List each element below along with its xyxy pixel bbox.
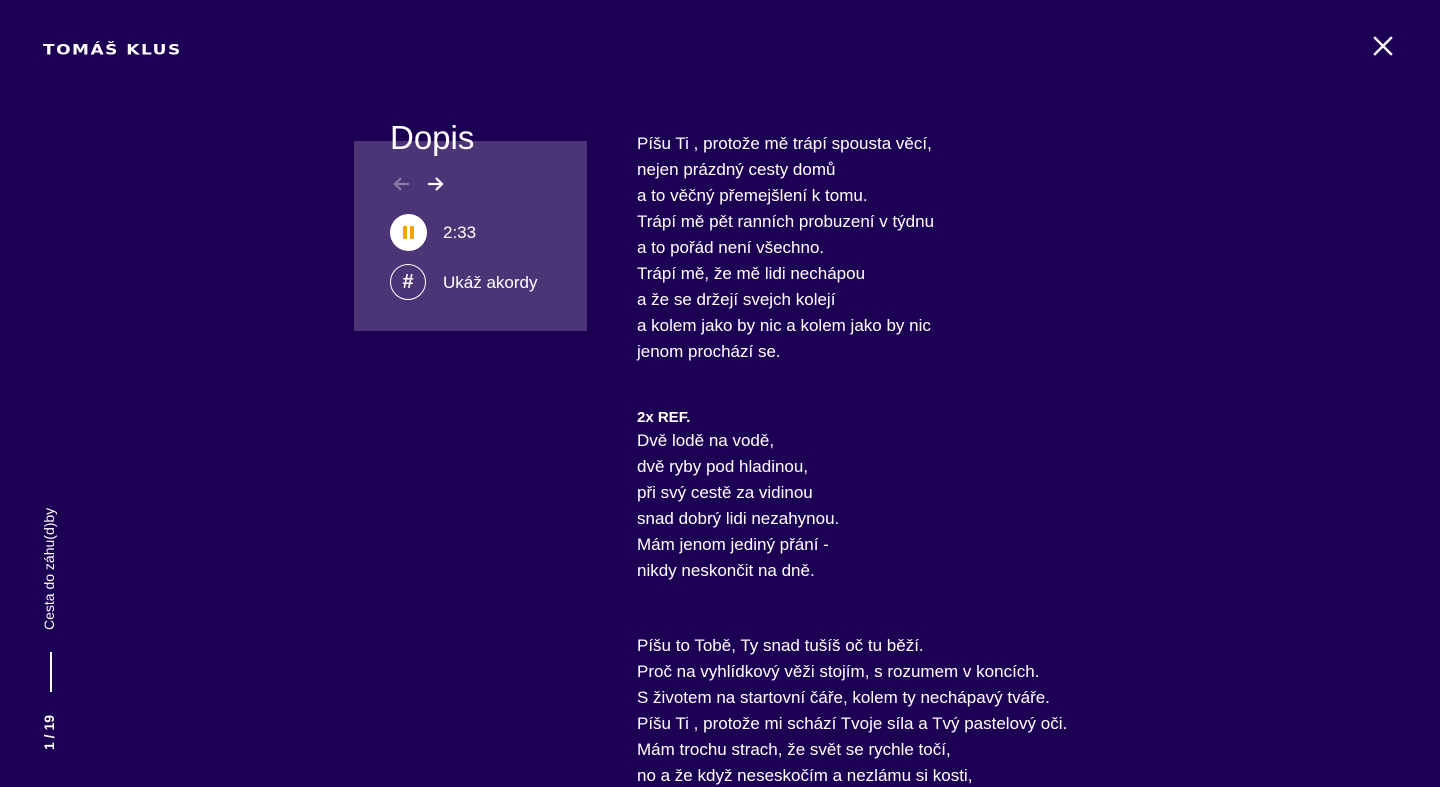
lyric-line: při svý cestě za vidinou [637,483,813,502]
lyric-line: a to pořád není všechno. [637,238,825,257]
refrain-label: 2x REF. [637,409,691,426]
next-song-button[interactable] [424,173,446,195]
sidebar-divider [50,652,52,692]
lyric-line: Mám jenom jediný přání - [637,535,829,554]
lyric-line: a že se držejí svejch kolejí [637,290,836,309]
verse-1 [637,131,1337,365]
lyric-line: snad dobrý lidi nezahynou. [637,509,840,528]
arrow-right-icon [424,173,446,195]
lyric-line: Dvě lodě na vodě, [637,431,775,450]
lyric-line: nikdy neskončit na dně. [637,561,815,580]
lyric-line: Proč na vyhlídkový věži stojím, s rozumem v koncích. [637,662,1040,681]
playback-time: 2:33 [443,223,477,242]
close-icon [1370,33,1396,59]
close-button[interactable] [1370,33,1396,59]
lyric-line: Píšu to Tobě, Ty snad tušíš oč tu běží. [637,636,924,655]
lyric-line: a kolem jako by nic a kolem jako by nic [637,316,931,335]
arrow-left-icon [391,173,413,195]
pause-button[interactable] [390,214,427,251]
previous-song-button[interactable] [391,173,413,195]
site-logo[interactable]: TOMÁŠ KLUS [43,42,182,59]
hash-icon: # [402,271,414,293]
lyric-line: no a že když neseskočím a nezlámu si kosti, [637,766,973,785]
lyric-line: Trápí mě, že mě lidi nechápou [637,264,866,283]
lyric-line: Mám trochu strach, že svět se rychle točí, [637,740,951,759]
show-chords-label[interactable]: Ukáž akordy [443,273,538,292]
lyric-line: a to věčný přemejšlení k tomu. [637,186,868,205]
lyric-line: S životem na startovní čáře, kolem ty nechápavý tváře. [637,688,1050,707]
refrain [637,406,1337,584]
lyrics-text [637,131,1337,787]
lyric-line: dvě ryby pod hladinou, [637,457,809,476]
lyric-line: Trápí mě pět ranních probuzení v týdnu [637,212,935,231]
lyric-line: Píšu Ti , protože mě trápí spousta věcí, [637,134,932,153]
verse-2 [637,633,1337,787]
lyric-line: nejen prázdný cesty domů [637,160,836,179]
song-title: Dopis [390,119,475,156]
album-title: Cesta do záhu(d)by [41,507,57,630]
show-chords-button[interactable] [390,264,426,300]
lyric-line: jenom prochází se. [637,342,781,361]
page-indicator: 1 / 19 [41,714,57,750]
lyric-line: Píšu Ti , protože mi schází Tvoje síla a Tvý pastelový oči. [637,714,1068,733]
